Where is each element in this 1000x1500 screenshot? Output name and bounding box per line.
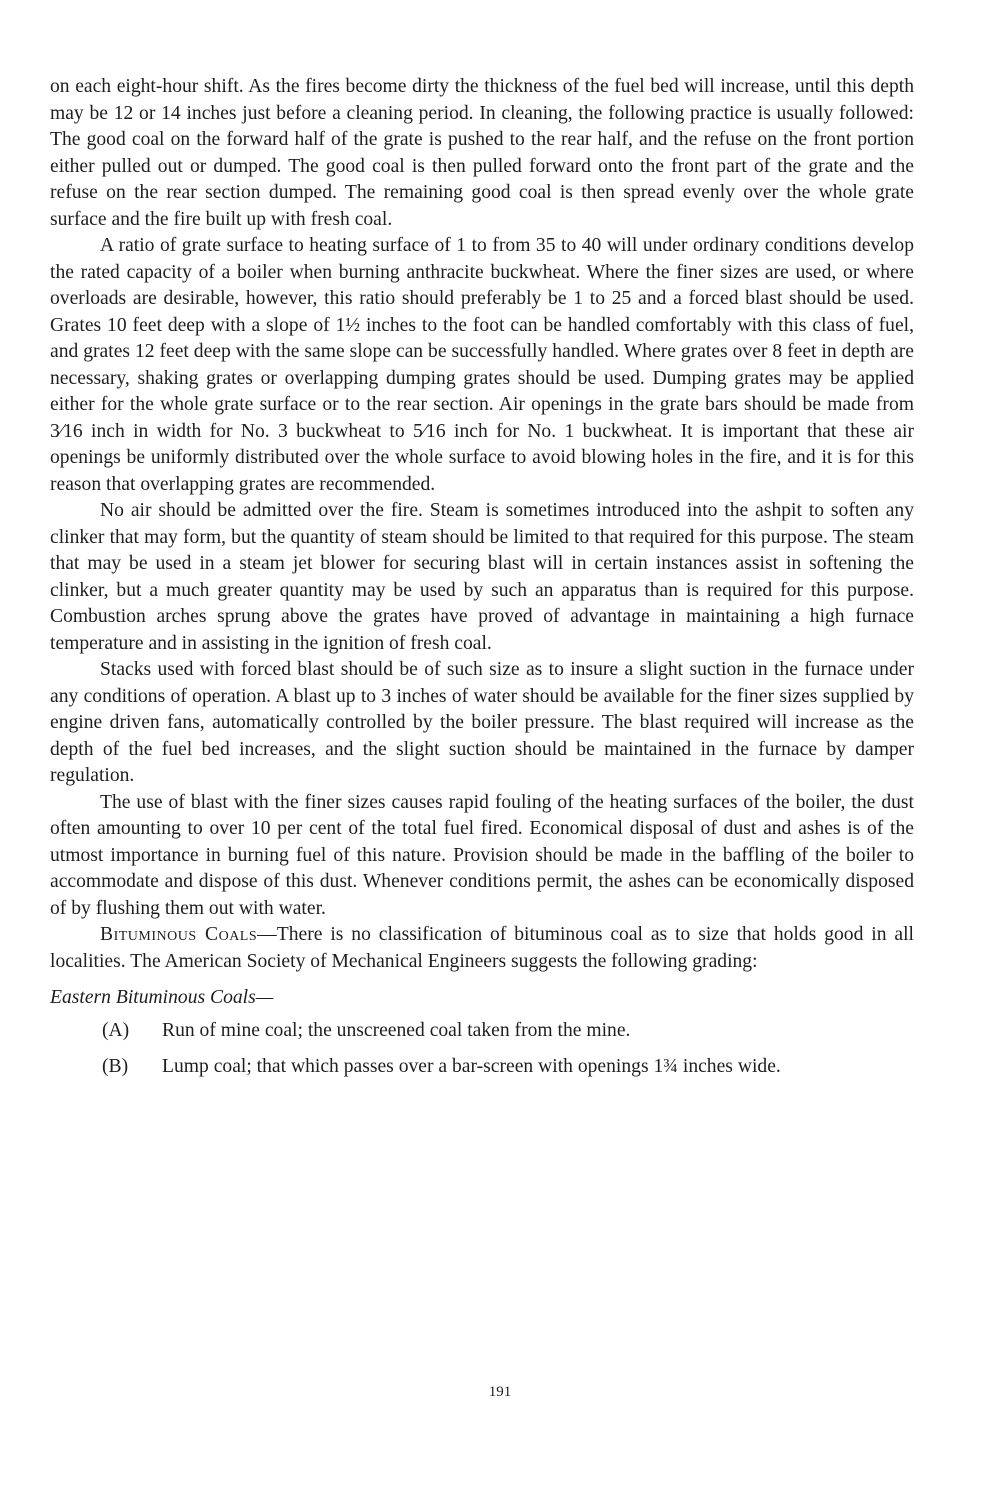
list-item-label: (B) — [102, 1056, 129, 1077]
paragraph-dust-disposal: The use of blast with the finer sizes causes rapid fouling of the heating surfaces of the boiler, the dust often amounting to over 10 per cent of the total fuel fired. Economical disposal of dust and ashes is of the utmost importance in burning fuel of this nature. Provision should be made in the baffling of the boiler to accommodate and dispose of this dust. Whenever conditions permit, the ashes can be economically disposed of by flushing them out with water. — [50, 791, 914, 919]
list-item-text: Lump coal; that which passes over a bar-screen with openings 1¾ inches wide. — [162, 1056, 781, 1077]
paragraph-bituminous — [50, 922, 914, 975]
bituminous-text: —There is no classification of bituminous coal as to size that holds good in all localities. The American Society of Mechanical Engineers suggests the following grading: — [50, 924, 914, 972]
list-item-label: (A) — [102, 1019, 130, 1041]
page-body — [50, 74, 914, 1091]
bituminous-heading: Bituminous Coals — [100, 924, 258, 945]
list-item-a — [50, 1018, 914, 1045]
eastern-bituminous-subheading: Eastern Bituminous Coals— — [50, 987, 274, 1008]
paragraph-cleaning-practice: on each eight-hour shift. As the fires become dirty the thickness of the fuel bed will increase, until this depth may be 12 or 14 inches just before a cleaning period. In cleaning, the following practice is usually followed: The good coal on the forward half of the grate is pushed to the rear half, and the refuse on the front portion either pulled out or dumped. The good coal is then pulled forward onto the front part of the grate and the refuse on the rear section dumped. The remaining good coal is then spread evenly over the whole grate surface and the fire built up with fresh coal. — [50, 76, 914, 230]
paragraph-air-admission: No air should be admitted over the fire. Steam is sometimes introduced into the ashpit to soften any clinker that may form, but the quantity of steam should be limited to that required for this purpose. The steam that may be used in a steam jet blower for securing blast will in certain instances assist in softening the clinker, but a much greater quantity may be used by such an apparatus than is required for this purpose. Combustion arches sprung above the grates have proved of advantage in maintaining a high furnace temperature and in assisting in the ignition of fresh coal. — [50, 500, 914, 654]
list-item-text: Run of mine coal; the unscreened coal taken from the mine. — [162, 1019, 631, 1041]
paragraph-stacks-blast: Stacks used with forced blast should be of such size as to insure a slight suction in the furnace under any conditions of operation. A blast up to 3 inches of water should be available for the finer sizes supplied by engine driven fans, automatically controlled by the boiler pressure. The blast required will increase as the depth of the fuel bed increases, and the slight suction should be maintained in the furnace by damper regulation. — [50, 659, 914, 786]
paragraph-grate-ratio: A ratio of grate surface to heating surface of 1 to from 35 to 40 will under ordinary conditions develop the rated capacity of a boiler when burning anthracite buckwheat. Where the finer sizes are used, or where overloads are desirable, however, this ratio should preferably be 1 to 25 and a forced blast should be used. Grates 10 feet deep with a slope of 1½ inches to the foot can be handled comfortably with this class of fuel, and grates 12 feet deep with the same slope can be successfully handled. Where grates over 8 feet in depth are necessary, shaking grates or overlapping dumping grates should be used. Dumping grates may be applied either for the whole grate surface or to the rear section. Air openings in the grate bars should be made from 3⁄16 inch in width for No. 3 buckwheat to 5⁄16 inch for No. 1 buckwheat. It is important that these air openings be uniformly distributed over the whole surface to avoid blowing holes in the fire, and it is for this reason that overlapping grates are recommended. — [50, 235, 914, 495]
list-item-b — [50, 1054, 914, 1081]
page-number: 191 — [488, 1384, 512, 1400]
